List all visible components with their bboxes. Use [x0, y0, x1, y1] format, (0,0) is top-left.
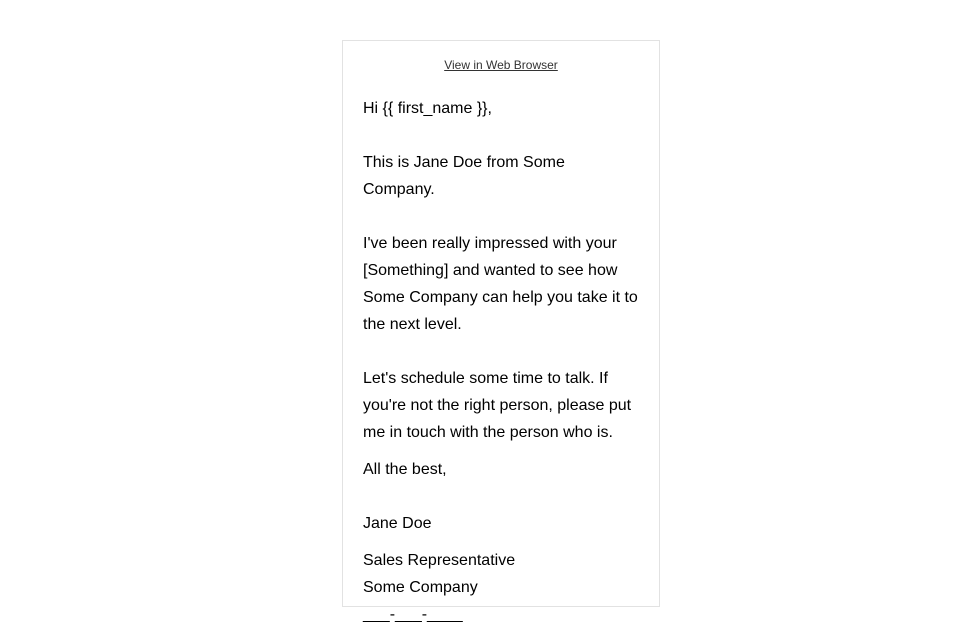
greeting-text: Hi {{ first_name }}, — [363, 100, 492, 117]
intro-paragraph: This is Jane Doe from Some Company. — [363, 154, 565, 198]
signature-phone: ___-___-____ — [363, 606, 463, 623]
signoff-text: All the best, — [363, 461, 447, 478]
pitch-paragraph: I've been really impressed with your [Something] and wanted to see how Some Company can help you take it to the next level. — [363, 235, 638, 333]
email-body-card — [342, 40, 660, 623]
request-paragraph: Let's schedule some time to talk. If you're not the right person, please put me in touch with the person who is. — [363, 370, 632, 441]
view-in-web-browser-link[interactable]: View in Web Browser — [444, 58, 558, 72]
web-link-row — [343, 41, 659, 76]
signature-company: Some Company — [363, 579, 478, 596]
signature-title: Sales Representative — [363, 552, 516, 569]
signature-name: Jane Doe — [363, 515, 432, 532]
email-content — [343, 95, 659, 621]
